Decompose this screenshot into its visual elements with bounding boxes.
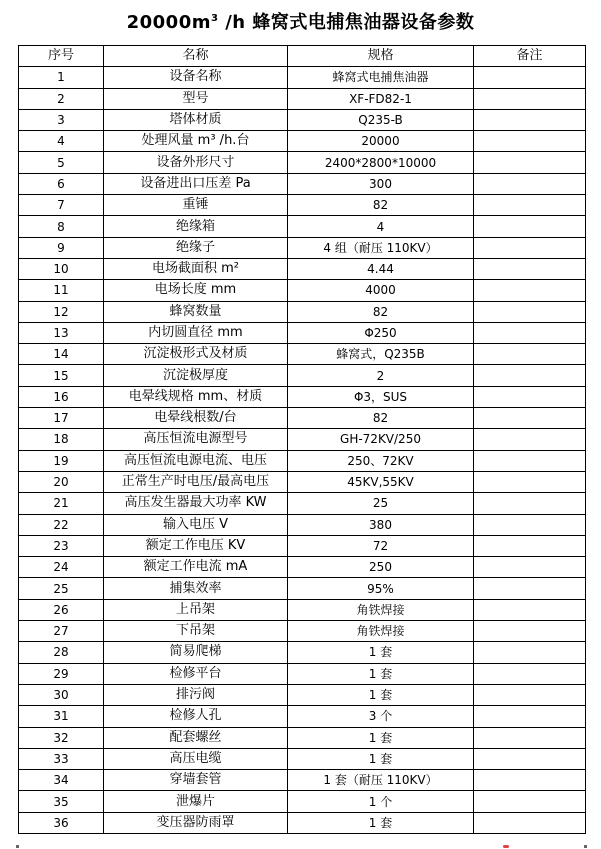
title-suffix: /h 蜂窝式电捕焦油器设备参数 [218, 12, 475, 33]
cell-no: 36 [19, 812, 104, 833]
cell-no: 4 [19, 131, 104, 152]
cell-spec: 20000 [288, 131, 474, 152]
cell-name: 检修平台 [104, 663, 288, 684]
table-row [19, 237, 586, 258]
cell-name: 泄爆片 [104, 791, 288, 812]
cell-note [474, 812, 586, 833]
cell-name: 上吊架 [104, 599, 288, 620]
cell-name: 塔体材质 [104, 109, 288, 130]
cell-no: 33 [19, 748, 104, 769]
cell-no: 5 [19, 152, 104, 173]
cell-no: 3 [19, 109, 104, 130]
table-row [19, 791, 586, 812]
cell-name: 设备外形尺寸 [104, 152, 288, 173]
table-row [19, 514, 586, 535]
cell-spec: XF-FD82-1 [288, 88, 474, 109]
cell-spec: 3 个 [288, 706, 474, 727]
cell-name: 穿墙套管 [104, 770, 288, 791]
table-row [19, 322, 586, 343]
cell-no: 29 [19, 663, 104, 684]
table-row [19, 535, 586, 556]
equipment-parameters-table [18, 45, 586, 834]
table-row [19, 621, 586, 642]
cell-name: 设备进出口压差 Pa [104, 173, 288, 194]
cell-note [474, 684, 586, 705]
cell-name: 额定工作电压 KV [104, 535, 288, 556]
cell-note [474, 599, 586, 620]
table-row [19, 88, 586, 109]
cell-note [474, 429, 586, 450]
cell-no: 6 [19, 173, 104, 194]
cell-name: 输入电压 V [104, 514, 288, 535]
cell-spec: 25 [288, 493, 474, 514]
cell-note [474, 152, 586, 173]
cell-name: 检修人孔 [104, 706, 288, 727]
cell-no: 19 [19, 450, 104, 471]
cell-note [474, 493, 586, 514]
table-row [19, 173, 586, 194]
cell-spec: 1 套 [288, 748, 474, 769]
cell-spec: 角铁焊接 [288, 599, 474, 620]
table-row [19, 109, 586, 130]
table-row [19, 599, 586, 620]
title-prefix: 20000m [126, 12, 211, 33]
table-row [19, 684, 586, 705]
red-mark [503, 845, 509, 848]
cell-no: 18 [19, 429, 104, 450]
cell-name: 高压电缆 [104, 748, 288, 769]
cell-spec: 2400*2800*10000 [288, 152, 474, 173]
table-row [19, 706, 586, 727]
cell-name: 处理风量 m³ /h.台 [104, 131, 288, 152]
table-row [19, 216, 586, 237]
table-row [19, 258, 586, 279]
cell-no: 17 [19, 408, 104, 429]
cell-note [474, 706, 586, 727]
table-row [19, 386, 586, 407]
cell-name: 捕集效率 [104, 578, 288, 599]
cell-spec: GH-72KV/250 [288, 429, 474, 450]
cell-note [474, 237, 586, 258]
cell-name: 配套螺丝 [104, 727, 288, 748]
cell-spec: 1 套（耐压 110KV） [288, 770, 474, 791]
page-title [0, 10, 601, 36]
cell-note [474, 258, 586, 279]
cell-name: 沉淀极形式及材质 [104, 344, 288, 365]
table-row [19, 748, 586, 769]
cell-spec: Q235-B [288, 109, 474, 130]
table-row [19, 578, 586, 599]
cell-name: 绝缘子 [104, 237, 288, 258]
title-superscript: 3 [211, 13, 219, 24]
cell-name: 沉淀极厚度 [104, 365, 288, 386]
cell-no: 15 [19, 365, 104, 386]
cell-no: 14 [19, 344, 104, 365]
cell-no: 8 [19, 216, 104, 237]
cell-no: 21 [19, 493, 104, 514]
cell-no: 9 [19, 237, 104, 258]
cell-note [474, 471, 586, 492]
cell-spec: 300 [288, 173, 474, 194]
cell-spec: 82 [288, 195, 474, 216]
cell-note [474, 344, 586, 365]
cell-no: 34 [19, 770, 104, 791]
cell-note [474, 663, 586, 684]
cell-note [474, 535, 586, 556]
table-row [19, 280, 586, 301]
cell-name: 电晕线规格 mm、材质 [104, 386, 288, 407]
cell-name: 设备名称 [104, 67, 288, 88]
cell-name: 内切圆直径 mm [104, 322, 288, 343]
cell-name: 电场长度 mm [104, 280, 288, 301]
cell-no: 26 [19, 599, 104, 620]
table-row [19, 67, 586, 88]
cell-note [474, 301, 586, 322]
table-row [19, 493, 586, 514]
cell-spec: Φ250 [288, 322, 474, 343]
cell-spec: 4 [288, 216, 474, 237]
table-row [19, 365, 586, 386]
cell-note [474, 195, 586, 216]
cell-note [474, 173, 586, 194]
cell-no: 35 [19, 791, 104, 812]
cell-spec: 82 [288, 408, 474, 429]
table-row [19, 727, 586, 748]
cell-no: 30 [19, 684, 104, 705]
cell-note [474, 216, 586, 237]
header-note: 备注 [474, 46, 586, 67]
table-row [19, 131, 586, 152]
table-row [19, 557, 586, 578]
cell-note [474, 408, 586, 429]
cell-note [474, 131, 586, 152]
cell-name: 电场截面积 m² [104, 258, 288, 279]
cell-spec: 250、72KV [288, 450, 474, 471]
cell-no: 10 [19, 258, 104, 279]
table-header-row [19, 46, 586, 67]
table-body [19, 67, 586, 834]
cell-no: 13 [19, 322, 104, 343]
cell-note [474, 109, 586, 130]
cell-name: 正常生产时电压/最高电压 [104, 471, 288, 492]
cell-note [474, 621, 586, 642]
cell-no: 23 [19, 535, 104, 556]
cell-no: 2 [19, 88, 104, 109]
cell-no: 1 [19, 67, 104, 88]
cell-note [474, 578, 586, 599]
cell-spec: 2 [288, 365, 474, 386]
table-row [19, 471, 586, 492]
cell-no: 12 [19, 301, 104, 322]
table-row [19, 642, 586, 663]
cell-spec: 82 [288, 301, 474, 322]
cell-no: 25 [19, 578, 104, 599]
cell-name: 高压恒流电源电流、电压 [104, 450, 288, 471]
cell-note [474, 280, 586, 301]
table-row [19, 429, 586, 450]
cell-note [474, 557, 586, 578]
cell-name: 蜂窝数量 [104, 301, 288, 322]
cell-spec: 蜂窝式，Q235B [288, 344, 474, 365]
cell-no: 7 [19, 195, 104, 216]
cell-spec: 4000 [288, 280, 474, 301]
cell-name: 简易爬梯 [104, 642, 288, 663]
header-spec: 规格 [288, 46, 474, 67]
cell-no: 11 [19, 280, 104, 301]
table-row [19, 301, 586, 322]
table-row [19, 770, 586, 791]
table-row [19, 195, 586, 216]
cell-no: 31 [19, 706, 104, 727]
cell-spec: 4.44 [288, 258, 474, 279]
cell-name: 高压恒流电源型号 [104, 429, 288, 450]
cell-spec: 1 套 [288, 663, 474, 684]
cell-name: 重锤 [104, 195, 288, 216]
cell-no: 22 [19, 514, 104, 535]
page-corner-mark-left [16, 845, 19, 848]
cell-note [474, 514, 586, 535]
cell-note [474, 88, 586, 109]
cell-no: 16 [19, 386, 104, 407]
header-name: 名称 [104, 46, 288, 67]
cell-spec: Φ3，SUS [288, 386, 474, 407]
table-row [19, 450, 586, 471]
table-row [19, 152, 586, 173]
table-row [19, 812, 586, 833]
cell-name: 电晕线根数/台 [104, 408, 288, 429]
cell-spec: 380 [288, 514, 474, 535]
cell-name: 绝缘箱 [104, 216, 288, 237]
cell-note [474, 322, 586, 343]
cell-spec: 72 [288, 535, 474, 556]
cell-spec: 4 组（耐压 110KV） [288, 237, 474, 258]
cell-name: 型号 [104, 88, 288, 109]
cell-no: 32 [19, 727, 104, 748]
cell-note [474, 365, 586, 386]
cell-spec: 1 套 [288, 684, 474, 705]
cell-spec: 角铁焊接 [288, 621, 474, 642]
cell-no: 24 [19, 557, 104, 578]
table-row [19, 344, 586, 365]
cell-note [474, 727, 586, 748]
cell-note [474, 386, 586, 407]
table-row [19, 663, 586, 684]
cell-spec: 95% [288, 578, 474, 599]
cell-name: 变压器防雨罩 [104, 812, 288, 833]
cell-note [474, 770, 586, 791]
cell-name: 下吊架 [104, 621, 288, 642]
cell-name: 排污阀 [104, 684, 288, 705]
cell-note [474, 642, 586, 663]
header-no: 序号 [19, 46, 104, 67]
cell-spec: 蜂窝式电捕焦油器 [288, 67, 474, 88]
table-row [19, 408, 586, 429]
cell-no: 27 [19, 621, 104, 642]
cell-spec: 1 套 [288, 642, 474, 663]
cell-spec: 250 [288, 557, 474, 578]
cell-name: 额定工作电流 mA [104, 557, 288, 578]
cell-spec: 1 套 [288, 727, 474, 748]
cell-no: 28 [19, 642, 104, 663]
cell-spec: 1 套 [288, 812, 474, 833]
cell-spec: 45KV,55KV [288, 471, 474, 492]
page-corner-mark-right [584, 845, 587, 848]
cell-note [474, 748, 586, 769]
cell-no: 20 [19, 471, 104, 492]
cell-spec: 1 个 [288, 791, 474, 812]
cell-note [474, 791, 586, 812]
cell-note [474, 67, 586, 88]
cell-name: 高压发生器最大功率 KW [104, 493, 288, 514]
cell-note [474, 450, 586, 471]
